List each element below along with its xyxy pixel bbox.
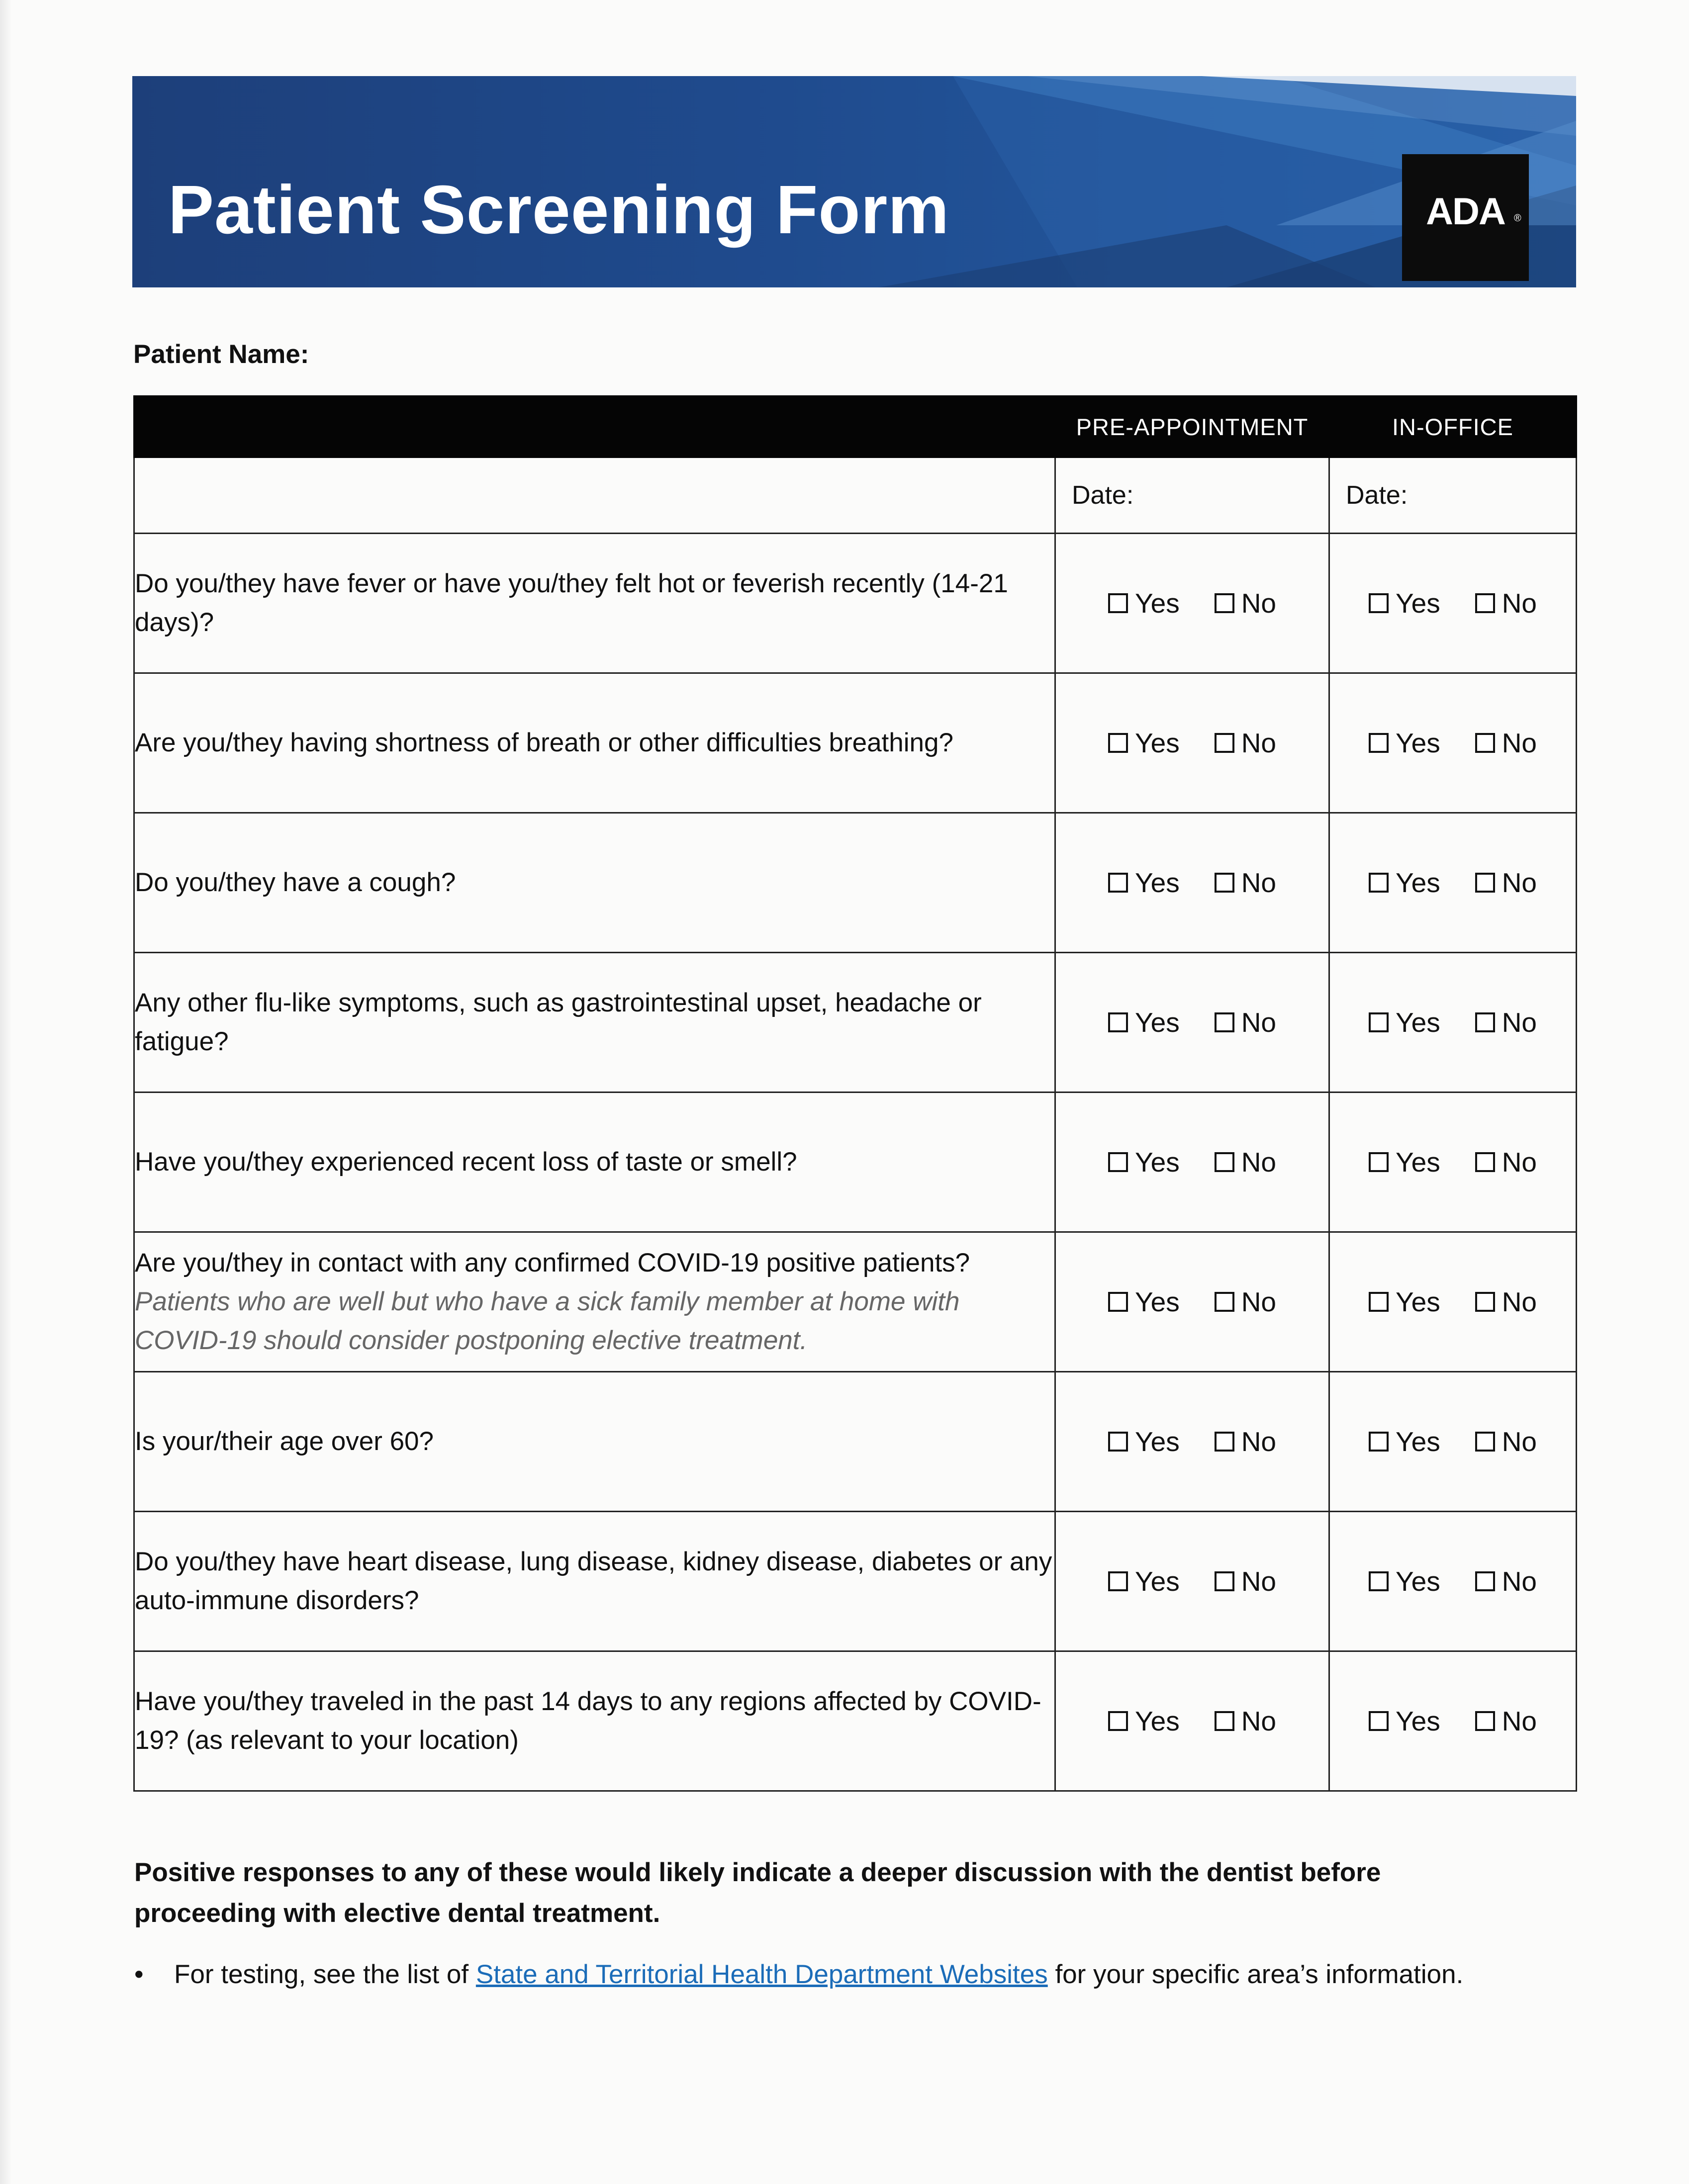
yes-label: Yes — [1395, 1706, 1440, 1736]
pre-appointment-answer-cell — [1055, 1232, 1329, 1372]
question-text: Do you/they have fever or have you/they felt hot or feverish recently (14-21 days)? — [135, 569, 1008, 637]
yes-label: Yes — [1395, 1007, 1440, 1038]
table-row — [134, 1372, 1577, 1512]
in-office-no-checkbox[interactable] — [1475, 1432, 1495, 1452]
no-label: No — [1501, 728, 1537, 758]
pre-appointment-answer-cell — [1055, 1372, 1329, 1512]
question-cell — [134, 1232, 1055, 1372]
in-office-yes-option[interactable] — [1369, 587, 1440, 619]
pre-appointment-no-checkbox[interactable] — [1215, 1711, 1234, 1731]
no-label: No — [1241, 1147, 1277, 1178]
table-row — [134, 1232, 1577, 1372]
question-cell — [134, 1651, 1055, 1791]
in-office-answer-cell — [1329, 1092, 1577, 1232]
no-label: No — [1241, 1286, 1277, 1317]
in-office-yes-option[interactable] — [1369, 727, 1440, 759]
in-office-yes-checkbox[interactable] — [1369, 1152, 1389, 1172]
yes-label: Yes — [1134, 867, 1180, 898]
no-label: No — [1241, 1426, 1277, 1457]
in-office-answer-cell — [1329, 953, 1577, 1092]
in-office-yes-option[interactable] — [1369, 1286, 1440, 1318]
in-office-no-option[interactable] — [1475, 1146, 1537, 1178]
table-row — [134, 534, 1577, 673]
no-label: No — [1241, 867, 1277, 898]
pre-appointment-yes-checkbox[interactable] — [1108, 1152, 1128, 1172]
date-row — [134, 457, 1577, 534]
pre-appointment-yes-option[interactable] — [1108, 1565, 1180, 1597]
pre-appointment-yes-checkbox[interactable] — [1108, 1432, 1128, 1452]
pre-appointment-answer-cell — [1055, 673, 1329, 813]
in-office-answer-cell — [1329, 1651, 1577, 1791]
question-text: Any other flu-like symptoms, such as gastrointestinal upset, headache or fatigue? — [135, 988, 982, 1056]
pre-appointment-yes-option[interactable] — [1108, 1286, 1180, 1318]
question-column-header — [134, 396, 1055, 457]
in-office-yes-checkbox[interactable] — [1369, 1571, 1389, 1591]
yes-label: Yes — [1395, 1426, 1440, 1457]
in-office-yes-checkbox[interactable] — [1369, 1711, 1389, 1731]
page-title: Patient Screening Form — [168, 172, 949, 248]
in-office-no-option[interactable] — [1475, 1006, 1537, 1038]
pre-appointment-no-checkbox[interactable] — [1215, 733, 1234, 753]
yes-label: Yes — [1395, 867, 1440, 898]
pre-appointment-yes-option[interactable] — [1108, 867, 1180, 899]
yes-label: Yes — [1134, 1286, 1180, 1317]
table-row — [134, 673, 1577, 813]
bullet-icon: • — [134, 1960, 144, 1989]
in-office-no-option[interactable] — [1475, 1705, 1537, 1737]
yes-label: Yes — [1134, 1566, 1180, 1597]
in-office-yes-option[interactable] — [1369, 1426, 1440, 1457]
question-text: Do you/they have heart disease, lung disease, kidney disease, diabetes or any auto-immune disorders? — [135, 1547, 1052, 1615]
pre-appointment-yes-option[interactable] — [1108, 1146, 1180, 1178]
no-label: No — [1501, 1566, 1537, 1597]
yes-label: Yes — [1395, 588, 1440, 619]
no-label: No — [1241, 728, 1277, 758]
pre-appointment-no-checkbox[interactable] — [1215, 1571, 1234, 1591]
yes-label: Yes — [1134, 1147, 1180, 1178]
table-row — [134, 813, 1577, 953]
table-row — [134, 1651, 1577, 1791]
question-text: Are you/they having shortness of breath or other difficulties breathing? — [135, 728, 953, 757]
in-office-yes-option[interactable] — [1369, 1565, 1440, 1597]
yes-label: Yes — [1395, 728, 1440, 758]
in-office-yes-checkbox[interactable] — [1369, 593, 1389, 613]
in-office-no-option[interactable] — [1475, 587, 1537, 619]
in-office-header: IN-OFFICE — [1329, 396, 1577, 457]
no-label: No — [1241, 1706, 1277, 1736]
in-office-no-checkbox[interactable] — [1475, 593, 1495, 613]
question-text: Have you/they traveled in the past 14 days to any regions affected by COVID-19? (as relevant to your location) — [135, 1687, 1041, 1755]
question-cell — [134, 673, 1055, 813]
ada-logo — [1402, 154, 1529, 281]
in-office-no-checkbox[interactable] — [1475, 1292, 1495, 1312]
pre-appointment-no-option[interactable] — [1215, 587, 1276, 619]
pre-appointment-yes-option[interactable] — [1108, 1006, 1180, 1038]
pre-appointment-answer-cell — [1055, 534, 1329, 673]
no-label: No — [1501, 1706, 1537, 1736]
in-office-yes-checkbox[interactable] — [1369, 733, 1389, 753]
question-cell — [134, 1512, 1055, 1651]
pre-appointment-yes-option[interactable] — [1108, 1426, 1180, 1457]
pre-appointment-no-checkbox[interactable] — [1215, 1292, 1234, 1312]
in-office-yes-option[interactable] — [1369, 1705, 1440, 1737]
in-office-no-checkbox[interactable] — [1475, 1711, 1495, 1731]
no-label: No — [1501, 1286, 1537, 1317]
yes-label: Yes — [1395, 1566, 1440, 1597]
pre-appointment-header: PRE-APPOINTMENT — [1055, 396, 1329, 457]
pre-appointment-yes-checkbox[interactable] — [1108, 1571, 1128, 1591]
in-office-no-option[interactable] — [1475, 867, 1537, 899]
question-note: Patients who are well but who have a sick family member at home with COVID-19 should consider postponing elective treatment. — [135, 1287, 960, 1355]
question-cell — [134, 1372, 1055, 1512]
in-office-answer-cell — [1329, 1512, 1577, 1651]
in-office-answer-cell — [1329, 673, 1577, 813]
screening-table — [133, 395, 1577, 1792]
header-banner — [132, 76, 1576, 287]
pre-appointment-yes-option[interactable] — [1108, 727, 1180, 759]
no-label: No — [1501, 1426, 1537, 1457]
pre-appointment-no-option[interactable] — [1215, 1426, 1276, 1457]
in-office-yes-checkbox[interactable] — [1369, 1292, 1389, 1312]
in-office-no-checkbox[interactable] — [1475, 733, 1495, 753]
pre-appointment-yes-checkbox[interactable] — [1108, 593, 1128, 613]
no-label: No — [1501, 1007, 1537, 1038]
positive-responses-note: Positive responses to any of these would likely indicate a deeper discussion with the dentist before proceeding with elective dental treatment. — [134, 1858, 1381, 1928]
pre-appointment-yes-checkbox[interactable] — [1108, 733, 1128, 753]
table-row — [134, 1092, 1577, 1232]
pre-appointment-answer-cell — [1055, 1651, 1329, 1791]
in-office-answer-cell — [1329, 1372, 1577, 1512]
ada-logo-text: ADA — [1426, 190, 1505, 233]
table-row — [134, 1512, 1577, 1651]
pre-appointment-no-option[interactable] — [1215, 727, 1276, 759]
pre-appointment-yes-checkbox[interactable] — [1108, 1292, 1128, 1312]
pre-appointment-no-option[interactable] — [1215, 1006, 1276, 1038]
yes-label: Yes — [1134, 1007, 1180, 1038]
in-office-yes-option[interactable] — [1369, 1146, 1440, 1178]
registered-mark: ® — [1514, 213, 1521, 224]
pre-appointment-no-option[interactable] — [1215, 867, 1276, 899]
patient-name-label: Patient Name: — [133, 340, 309, 369]
pre-appointment-answer-cell — [1055, 1512, 1329, 1651]
pre-appointment-yes-option[interactable] — [1108, 587, 1180, 619]
question-cell — [134, 813, 1055, 953]
pre-appointment-answer-cell — [1055, 1092, 1329, 1232]
in-office-yes-option[interactable] — [1369, 1006, 1440, 1038]
in-office-no-option[interactable] — [1475, 1426, 1537, 1457]
bullet-prefix: For testing, see the list of — [174, 1960, 476, 1989]
pre-appointment-yes-checkbox[interactable] — [1108, 1012, 1128, 1032]
pre-appointment-yes-checkbox[interactable] — [1108, 873, 1128, 893]
in-office-answer-cell — [1329, 534, 1577, 673]
in-office-yes-checkbox[interactable] — [1369, 1012, 1389, 1032]
in-office-date-field[interactable]: Date: — [1329, 457, 1577, 534]
pre-appointment-no-checkbox[interactable] — [1215, 593, 1234, 613]
question-cell — [134, 953, 1055, 1092]
pre-appointment-yes-checkbox[interactable] — [1108, 1711, 1128, 1731]
pre-appointment-no-checkbox[interactable] — [1215, 1432, 1234, 1452]
in-office-yes-option[interactable] — [1369, 867, 1440, 899]
yes-label: Yes — [1134, 1706, 1180, 1736]
pre-appointment-no-checkbox[interactable] — [1215, 1152, 1234, 1172]
no-label: No — [1241, 1566, 1277, 1597]
pre-appointment-answer-cell — [1055, 953, 1329, 1092]
no-label: No — [1241, 1007, 1277, 1038]
in-office-yes-checkbox[interactable] — [1369, 873, 1389, 893]
no-label: No — [1501, 588, 1537, 619]
health-department-link[interactable]: State and Territorial Health Department Websites — [475, 1960, 1048, 1989]
in-office-no-checkbox[interactable] — [1475, 1152, 1495, 1172]
pre-appointment-no-option[interactable] — [1215, 1146, 1276, 1178]
testing-bullet — [134, 1959, 1601, 1990]
yes-label: Yes — [1134, 728, 1180, 758]
page-edge-shadow — [0, 0, 12, 2184]
question-text: Have you/they experienced recent loss of taste or smell? — [135, 1147, 797, 1177]
pre-appointment-no-checkbox[interactable] — [1215, 873, 1234, 893]
table-row — [134, 953, 1577, 1092]
pre-appointment-answer-cell — [1055, 813, 1329, 953]
in-office-no-checkbox[interactable] — [1475, 1571, 1495, 1591]
in-office-answer-cell — [1329, 1232, 1577, 1372]
no-label: No — [1241, 588, 1277, 619]
in-office-no-option[interactable] — [1475, 1286, 1537, 1318]
pre-appointment-date-field[interactable]: Date: — [1055, 457, 1329, 534]
in-office-no-option[interactable] — [1475, 1565, 1537, 1597]
yes-label: Yes — [1134, 1426, 1180, 1457]
in-office-yes-checkbox[interactable] — [1369, 1432, 1389, 1452]
pre-appointment-no-option[interactable] — [1215, 1705, 1276, 1737]
yes-label: Yes — [1134, 588, 1180, 619]
yes-label: Yes — [1395, 1286, 1440, 1317]
question-text: Do you/they have a cough? — [135, 868, 456, 897]
no-label: No — [1501, 1147, 1537, 1178]
date-row-blank — [134, 457, 1055, 534]
question-text: Is your/their age over 60? — [135, 1427, 434, 1456]
pre-appointment-no-option[interactable] — [1215, 1286, 1276, 1318]
pre-appointment-no-option[interactable] — [1215, 1565, 1276, 1597]
in-office-no-option[interactable] — [1475, 727, 1537, 759]
in-office-no-checkbox[interactable] — [1475, 1012, 1495, 1032]
question-cell — [134, 1092, 1055, 1232]
pre-appointment-yes-option[interactable] — [1108, 1705, 1180, 1737]
yes-label: Yes — [1395, 1147, 1440, 1178]
no-label: No — [1501, 867, 1537, 898]
question-text: Are you/they in contact with any confirmed COVID-19 positive patients? — [135, 1248, 970, 1277]
bullet-suffix: for your specific area’s information. — [1047, 1960, 1464, 1989]
question-cell — [134, 534, 1055, 673]
in-office-answer-cell — [1329, 813, 1577, 953]
table-header-row — [134, 396, 1577, 457]
in-office-no-checkbox[interactable] — [1475, 873, 1495, 893]
pre-appointment-no-checkbox[interactable] — [1215, 1012, 1234, 1032]
